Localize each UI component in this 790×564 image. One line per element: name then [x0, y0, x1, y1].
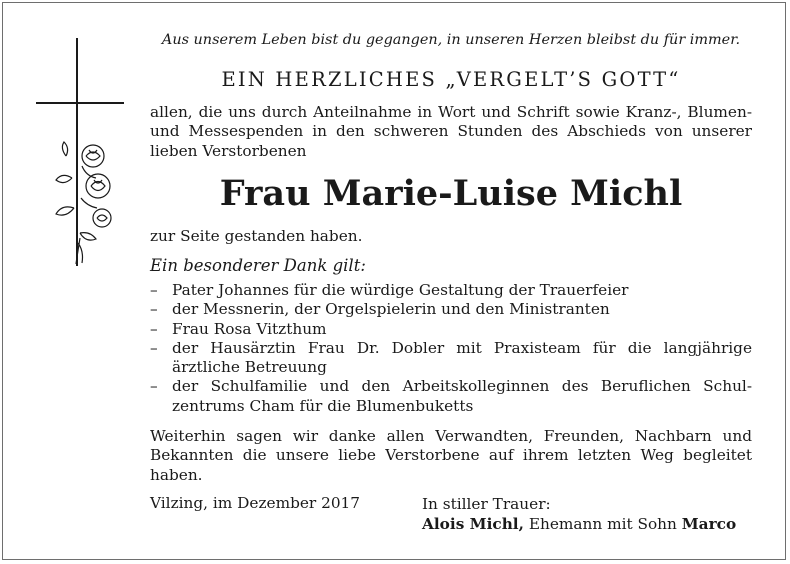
- list-item-text: Pater Johannes für die würdige Gestaltung der Trauerfeier: [172, 281, 629, 299]
- list-item: [150, 320, 752, 339]
- list-item-text: Frau Rosa Vitzthum: [172, 319, 327, 338]
- list-item: [150, 300, 752, 319]
- list-bullet: –: [150, 338, 158, 357]
- after-name-text: zur Seite gestanden haben.: [150, 227, 363, 245]
- list-item-text: der Hausärztin Frau Dr. Dobler mit Praxisteam für die langjährige ärztliche Betreuung: [172, 338, 752, 377]
- list-item: [150, 339, 752, 378]
- motto: Aus unserem Leben bist du gegangen, in unseren Herzen bleibst du für immer.: [161, 32, 741, 48]
- son-name: Marco: [681, 515, 737, 533]
- thanks-headline: EIN HERZLICHES „VERGELT’S GOTT“: [221, 68, 681, 91]
- mourner-name: Alois Michl,: [422, 515, 524, 533]
- special-thanks-heading: Ein besonderer Dank gilt:: [150, 256, 366, 275]
- deceased-name: Frau Marie-Luise Michl: [219, 173, 683, 214]
- list-item: [150, 281, 752, 300]
- intro-paragraph: allen, die uns durch Anteilnahme in Wort und Schrift sowie Kranz-, Blumen- und Messespenden in den schweren Stunden des Abschieds von unserer lieben Verstorbenen: [150, 103, 752, 160]
- thanks-list: [150, 281, 752, 416]
- closing-paragraph: Weiterhin sagen wir danke allen Verwandten, Freunden, Nachbarn und Bekannten die unsere liebe Verstorbene auf ihrem letzten Weg begleitet haben.: [150, 427, 752, 484]
- list-item: [150, 377, 752, 416]
- list-bullet: –: [150, 281, 158, 299]
- list-item-text: der Messnerin, der Orgelspielerin und den Ministranten: [172, 300, 610, 319]
- list-bullet: –: [150, 300, 158, 319]
- cross-with-roses-icon: [36, 38, 126, 268]
- mourner-relation: Ehemann mit Sohn: [523, 515, 682, 533]
- list-bullet: –: [150, 319, 158, 338]
- mourning-names: [422, 514, 736, 534]
- mourning-label: In stiller Trauer:: [422, 495, 551, 513]
- list-item-text: der Schulfamilie und den Arbeitskolleginnen des Beruflichen Schulzentrums Cham für die Blumenbuketts: [172, 377, 752, 415]
- list-bullet: –: [150, 377, 158, 396]
- place-date: Vilzing, im Dezember 2017: [150, 494, 361, 512]
- mourning-signature: [422, 494, 736, 534]
